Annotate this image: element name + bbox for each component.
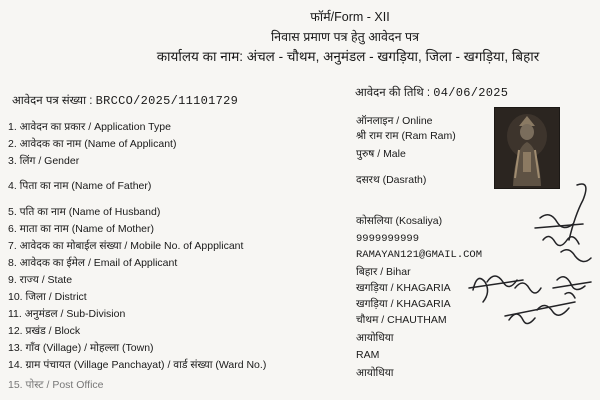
field-value-district: खगड़िया / KHAGARIA — [356, 282, 451, 294]
field-value-application-type: ऑनलाइन / Online — [356, 115, 433, 127]
field-label-husband-name: 5. पति का नाम (Name of Husband) — [8, 206, 161, 218]
application-number-value: BRCCO/2025/11101729 — [95, 94, 239, 108]
application-date — [355, 85, 508, 100]
application-number-label: आवेदन पत्र संख्या : — [12, 95, 96, 107]
field-label-sub-division: 11. अनुमंडल / Sub-Division — [8, 308, 126, 320]
office-name-heading: कार्यालय का नाम: अंचल - चौथम, अनुमंडल - खगड़िया, जिला - खगड़िया, बिहार — [156, 49, 540, 64]
application-date-label: आवेदन की तिथि : — [355, 87, 434, 99]
applicant-signature — [465, 170, 595, 350]
field-value-panchayat-ward: RAM — [356, 349, 380, 361]
application-date-value: 04/06/2025 — [433, 86, 509, 100]
field-label-block: 12. प्रखंड / Block — [8, 325, 81, 337]
field-label-post-office: 15. पोस्ट / Post Office — [8, 379, 104, 391]
field-label-application-type: 1. आवेदन का प्रकार / Application Type — [8, 121, 171, 133]
field-label-gender: 3. लिंग / Gender — [8, 155, 80, 167]
field-value-email — [356, 248, 482, 261]
field-value-mother-name: कोसलिया (Kosaliya) — [356, 215, 443, 227]
field-value-post-office: आयोधिया — [356, 367, 394, 379]
field-label-village-town: 13. गाँव (Village) / मोहल्ला (Town) — [8, 342, 154, 354]
field-label-district: 10. जिला / District — [8, 291, 87, 303]
field-label-mobile-number: 7. आवेदक का मोबाईल संख्या / Mobile No. of Appplicant — [8, 240, 244, 252]
field-label-email: 8. आवेदक का ईमेल / Email of Applicant — [8, 257, 178, 269]
mobile-number-text: 9999999999 — [356, 233, 420, 245]
email-text: RAMAYAN121@GMAIL.COM — [356, 249, 483, 261]
field-value-mobile-number — [356, 232, 419, 245]
field-value-gender: पुरुष / Male — [356, 148, 406, 160]
field-value-state: बिहार / Bihar — [356, 266, 411, 278]
form-title-heading: निवास प्रमाण पत्र हेतु आवेदन पत्र — [270, 30, 420, 44]
application-number — [12, 93, 238, 108]
field-value-village-town: आयोधिया — [356, 332, 394, 344]
field-label-mother-name: 6. माता का नाम (Name of Mother) — [8, 223, 155, 235]
field-label-father-name: 4. पिता का नाम (Name of Father) — [8, 180, 152, 192]
field-label-applicant-name: 2. आवेदक का नाम (Name of Applicant) — [8, 138, 177, 150]
field-label-state: 9. राज्य / State — [8, 274, 73, 286]
field-value-sub-division: खगड़िया / KHAGARIA — [356, 298, 451, 310]
field-value-father-name: दसरथ (Dasrath) — [356, 174, 427, 186]
field-value-applicant-name: श्री राम राम (Ram Ram) — [356, 130, 456, 142]
field-value-block: चौथम / CHAUTHAM — [356, 314, 447, 326]
form-number-heading: फॉर्म/Form - XII — [310, 10, 390, 24]
field-label-panchayat-ward: 14. ग्राम पंचायत (Village Panchayat) / वार्ड संख्या (Ward No.) — [8, 359, 267, 371]
